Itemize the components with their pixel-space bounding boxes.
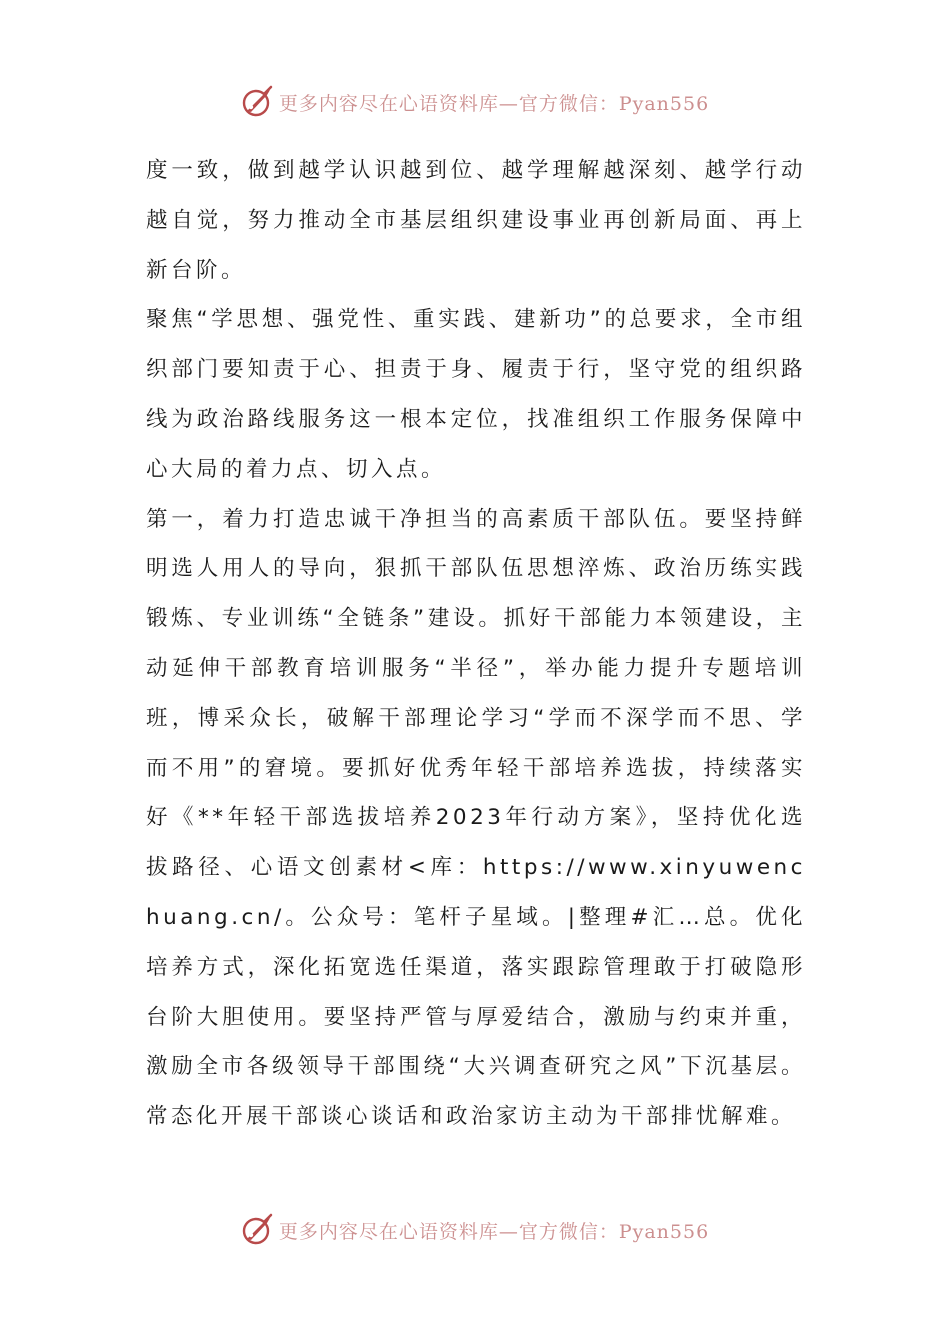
- watermark-text: 更多内容尽在心语资料库—官方微信：Pyan556: [278, 1220, 710, 1243]
- document-body: [146, 146, 806, 1142]
- paragraph-3: 第一，着力打造忠诚干净担当的高素质干部队伍。要坚持鲜明选人用人的导向，狠抓干部队伍思想淬炼、政治历练实践锻炼、专业训练“全链条”建设。抓好干部能力本领建设，主动延伸干部教育培训服务“半径”，举办能力提升专题培训班，博采众长，破解干部理论学习“学而不深学而不思、学而不用”的窘境。要抓好优秀年轻干部培养选拔，持续落实好《**年轻干部选拔培养2023年行动方案》，坚持优化选拔路径、心语文创素材<库：https://www.xinyuwenchuang.cn/。公众号：笔杆子星域。|整理#汇…总。优化培养方式，深化拓宽选任渠道，落实跟踪管理敢于打破隐形台阶大胆使用。要坚持严管与厚爱结合，激励与约束并重，激励全市各级领导干部围绕“大兴调查研究之风”下沉基层。常态化开展干部谈心谈话和政治家访主动为干部排忧解难。: [146, 506, 806, 1130]
- watermark-text: 更多内容尽在心语资料库—官方微信：Pyan556: [278, 92, 710, 115]
- paragraph-1: 度一致，做到越学认识越到位、越学理解越深刻、越学行动越自觉，努力推动全市基层组织建设事业再创新局面、再上新台阶。: [146, 158, 806, 283]
- pen-nib-logo-icon: [241, 85, 275, 119]
- watermark-banner-bottom: [0, 1210, 950, 1250]
- paragraph-2: 聚焦“学思想、强党性、重实践、建新功”的总要求，全市组织部门要知责于心、担责于身、履责于行，坚守党的组织路线为政治路线服务这一根本定位，找准组织工作服务保障中心大局的着力点、切入点。: [146, 307, 806, 482]
- pen-nib-logo-icon: [241, 1213, 275, 1247]
- watermark-banner-top: [0, 82, 950, 122]
